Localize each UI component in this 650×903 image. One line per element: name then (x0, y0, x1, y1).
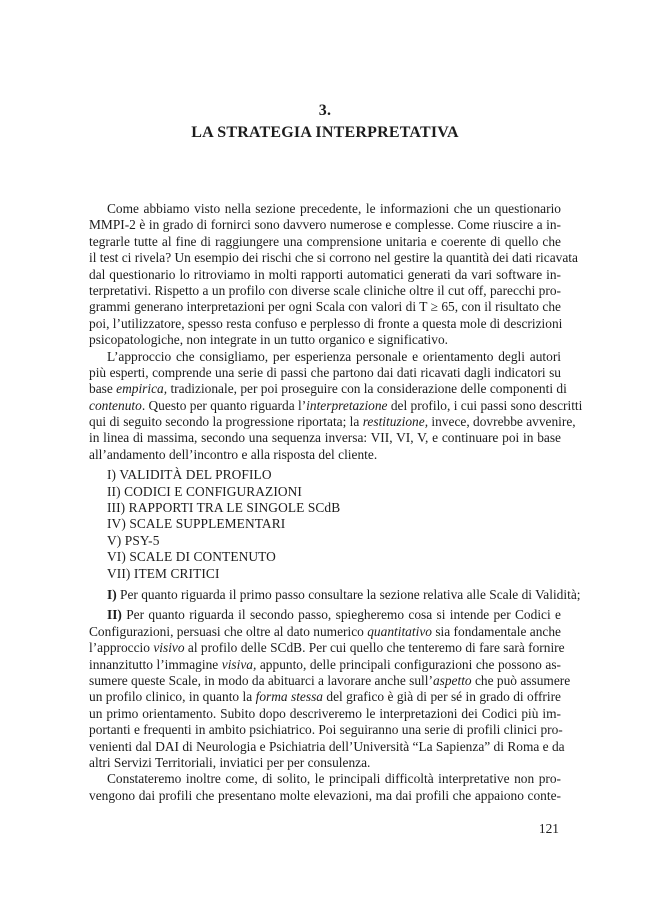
text-line: terpretativi. Rispetto a un profilo con diverse scale cliniche oltre il cut off, parecchi pro- (89, 282, 561, 298)
paragraph-step-two (89, 607, 571, 771)
page-number: 121 (538, 821, 559, 836)
step-label: I) (107, 586, 117, 602)
list-item: I) VALIDITÀ DEL PROFILO (107, 467, 272, 483)
steps-list (89, 467, 561, 582)
text-line: il test ci rivela? Un esempio dei rischi che si corrono nel gestire la quantità dei dati ricavata (89, 250, 578, 266)
italic-term: quantitativo (367, 623, 432, 639)
text-line: base empirica, tradizionale, per poi proseguire con la considerazione delle componenti di (89, 381, 567, 397)
text-line: sumere queste Scale, in modo da abituarci a lavorare anche sull’aspetto che può assumere (89, 672, 571, 688)
text-line: in linea di massima, secondo una sequenza inversa: VII, VI, V, e continuare poi in base (89, 430, 561, 446)
italic-term: visiva, (221, 656, 257, 672)
text-line: altri Servizi Territoriali, inviatici per per consulenza. (89, 754, 371, 770)
body-text (89, 201, 583, 804)
text-line: tegrarle tutte al fine di raggiungere una comprensione unitaria e coerente di quello che (89, 233, 561, 249)
paragraph-step-one (89, 586, 581, 603)
text-line: qui di seguito secondo la progressione riportata; la restituzione, invece, dovrebbe avvenire, (89, 414, 576, 430)
text-line: poi, l’utilizzatore, spesso resta confuso e perplesso di fronte a questa mole di descrizioni (89, 315, 563, 331)
paragraph-intro (89, 201, 578, 349)
italic-term: contenuto (89, 397, 142, 413)
list-item: III) RAPPORTI TRA LE SINGOLE SCdB (107, 500, 341, 516)
text-line: più esperti, comprende una serie di passi che partono dai dati ricavati dagli indicatori su (89, 364, 561, 380)
italic-term: interpretazione (306, 397, 388, 413)
text-line: un profilo clinico, in quanto la forma stessa del grafico è già di per sé in grado di offrire (89, 689, 562, 705)
text-line: Configurazioni, persuasi che oltre al dato numerico quantitativo sia fondamentale anche (89, 623, 561, 639)
text-line: contenuto. Questo per quanto riguarda l’interpretazione del profilo, i cui passi sono descritti (89, 397, 583, 413)
paragraph-approach (89, 348, 583, 464)
text-line: un primo orientamento. Subito dopo descriveremo le interpretazioni dei Codici più im- (89, 705, 561, 721)
text-line: grammi generano interpretazioni per ogni Scala con valori di T ≥ 65, con il risultato che (89, 299, 561, 315)
paragraph-difficulties (89, 771, 561, 804)
text-line: l’approccio visivo al profilo delle SCdB. Per cui quello che tenteremo di fare sarà fornire (89, 640, 565, 656)
text-line: psicopatologiche, non integrate in un tutto organico e significativo. (89, 332, 448, 348)
italic-term: aspetto (432, 672, 472, 688)
text-line: venienti dal DAI di Neurologia e Psichiatria dell’Università “La Sapienza” di Roma e da (89, 738, 565, 754)
italic-term: forma stessa (255, 689, 323, 705)
list-item: II) CODICI E CONFIGURAZIONI (107, 483, 302, 499)
text-line: II) Per quanto riguarda il secondo passo, spiegheremo cosa si intende per Codici e (107, 607, 561, 623)
italic-term: restituzione, (362, 414, 429, 430)
text-line: dal questionario lo ritroviamo in molti rapporti automatici generati da vari software in- (89, 266, 561, 282)
chapter-number: 3. (318, 102, 332, 119)
text-line: L’approccio che consigliamo, per esperienza personale e orientamento degli autori (107, 348, 561, 364)
chapter-title: LA STRATEGIA INTERPRETATIVA (191, 124, 459, 141)
text-line: Come abbiamo visto nella sezione precedente, le informazioni che un questionario (107, 201, 561, 216)
text-line: vengono dai profili che presentano molte elevazioni, ma dai profili che appaiono conte- (89, 787, 561, 803)
text-line: Constateremo inoltre come, di solito, le principali difficoltà interpretative non pro- (107, 771, 561, 787)
list-item: V) PSY-5 (107, 532, 160, 548)
text-line: MMPI-2 è in grado di fornirci sono davvero numerose e complesse. Come riuscire a in- (89, 217, 561, 233)
step-label: II) (107, 607, 122, 623)
list-item: IV) SCALE SUPPLEMENTARI (107, 516, 286, 532)
text-line: portanti e frequenti in ambito psichiatrico. Poi seguiranno una serie di profili clinici pro- (89, 722, 563, 738)
text-line: innanzitutto l’immagine visiva, appunto, delle principali configurazioni che possono as- (89, 656, 562, 672)
text-line: all’andamento dell’incontro e alla risposta del cliente. (89, 446, 378, 462)
list-item: VII) ITEM CRITICI (107, 565, 220, 581)
list-item: VI) SCALE DI CONTENUTO (107, 549, 276, 565)
italic-term: visivo (153, 640, 185, 656)
text-line: I) Per quanto riguarda il primo passo consultare la sezione relativa alle Scale di Validità; (107, 586, 581, 602)
italic-term: empirica, (116, 381, 168, 397)
